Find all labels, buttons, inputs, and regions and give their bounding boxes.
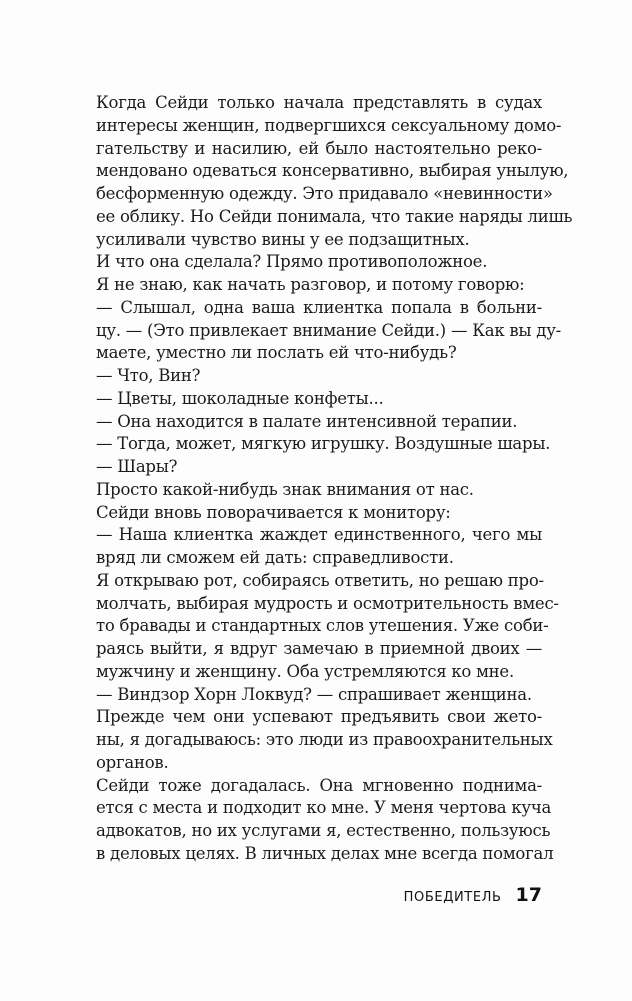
text-line: молчать, выбирая мудрость и осмотрительность вмес- bbox=[96, 593, 559, 613]
text-line: ее облику. Но Сейди понимала, что такие наряды лишь bbox=[96, 206, 573, 226]
text-line: то бравады и стандартных слов утешения. Уже соби- bbox=[96, 616, 549, 636]
text-line: И что она сделала? Прямо противоположное. bbox=[96, 252, 488, 272]
text-line: мужчину и женщину. Оба устремляются ко мне. bbox=[96, 661, 514, 681]
text-line: — Она находится в палате интенсивной терапии. bbox=[96, 411, 518, 431]
text-line: раясь выйти, я вдруг замечаю в приемной двоих — bbox=[96, 639, 542, 658]
text-line: органов. bbox=[96, 752, 169, 772]
text-line: — Наша клиентка жаждет единственного, чего мы bbox=[96, 525, 542, 545]
text-line: — Слышал, одна ваша клиентка попала в больни- bbox=[96, 297, 542, 317]
text-line: в деловых целях. В личных делах мне всегда помогал bbox=[96, 843, 554, 863]
text-line: гательству и насилию, ей было настоятельно реко- bbox=[96, 138, 542, 158]
text-line: адвокатов, но их услугами я, естественно, пользуюсь bbox=[96, 821, 551, 840]
page-number: 17 bbox=[515, 884, 542, 906]
text-line: маете, уместно ли послать ей что-нибудь? bbox=[96, 343, 457, 363]
text-line: — Тогда, может, мягкую игрушку. Воздушные шары. bbox=[96, 434, 551, 454]
text-line: мендовано одеваться консервативно, выбирая унылую, bbox=[96, 161, 569, 181]
text-line: интересы женщин, подвергшихся сексуальному домо- bbox=[96, 115, 562, 135]
text-line: Я не знаю, как начать разговор, и потому говорю: bbox=[96, 275, 525, 294]
text-line: Сейди тоже догадалась. Она мгновенно поднима- bbox=[96, 775, 542, 795]
body-text bbox=[96, 92, 573, 866]
page-footer bbox=[404, 884, 542, 906]
text-line: ется с места и подходит ко мне. У меня чертова куча bbox=[96, 798, 552, 818]
text-line: — Цветы, шоколадные конфеты... bbox=[96, 388, 384, 408]
text-line: вряд ли сможем ей дать: справедливости. bbox=[96, 548, 454, 567]
text-line: усиливали чувство вины у ее подзащитных. bbox=[96, 229, 470, 249]
running-title: ПОБЕДИТЕЛЬ bbox=[403, 890, 502, 905]
text-line: Я открываю рот, собираясь ответить, но решаю про- bbox=[96, 570, 544, 590]
text-line: цу. — (Это привлекает внимание Сейди.) — Как вы ду- bbox=[96, 320, 562, 340]
text-line: Прежде чем они успевают предъявить свои жето- bbox=[96, 707, 542, 727]
text-line: — Шары? bbox=[96, 457, 178, 476]
text-line: Просто какой-нибудь знак внимания от нас. bbox=[96, 479, 474, 499]
text-line: бесформенную одежду. Это придавало «невинности» bbox=[96, 184, 553, 203]
text-line: — Виндзор Хорн Локвуд? — спрашивает женщина. bbox=[96, 684, 532, 704]
text-line: Сейди вновь поворачивается к монитору: bbox=[96, 502, 451, 522]
text-line: Когда Сейди только начала представлять в судах bbox=[96, 93, 542, 112]
text-line: — Что, Вин? bbox=[96, 366, 201, 385]
text-line: ны, я догадываюсь: это люди из правоохранительных bbox=[96, 730, 553, 749]
